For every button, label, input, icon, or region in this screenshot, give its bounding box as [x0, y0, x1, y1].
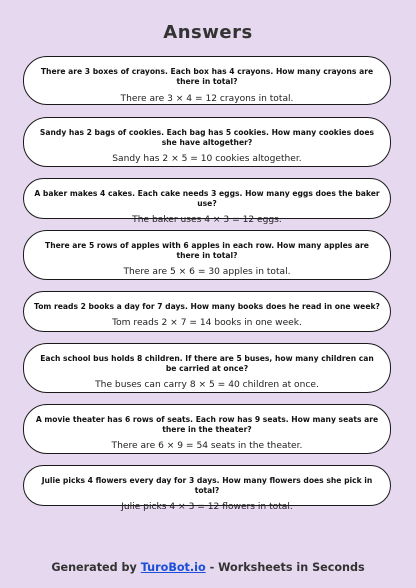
footer	[0, 561, 416, 574]
question-text: Sandy has 2 bags of cookies. Each bag has 5 cookies. How many cookies does she have altogether?	[39, 128, 375, 147]
problem-card	[23, 465, 391, 512]
answer-text: Julie picks 4 × 3 = 12 flowers in total.	[121, 502, 293, 512]
problem-card	[23, 404, 391, 454]
page-title: Answers	[163, 22, 253, 43]
problem-card	[23, 178, 391, 225]
question-text: Each school bus holds 8 children. If there are 5 buses, how many children can be carried at once?	[40, 354, 374, 373]
answer-text: The buses can carry 8 × 5 = 40 children at once.	[95, 380, 319, 390]
question-text: Julie picks 4 flowers every day for 3 days. How many flowers does she pick in total?	[41, 476, 373, 495]
problem-card	[23, 291, 391, 332]
answer-text: There are 6 × 9 = 54 seats in the theater.	[111, 441, 303, 451]
answer-text: Sandy has 2 × 5 = 10 cookies altogether.	[112, 154, 302, 164]
problem-card	[23, 56, 391, 105]
footer-suffix: - Worksheets in Seconds	[209, 561, 365, 574]
footer-prefix: Generated by	[51, 561, 137, 574]
problem-card	[23, 117, 391, 167]
problem-card	[23, 343, 391, 393]
answer-text: The baker uses 4 × 3 = 12 eggs.	[132, 215, 282, 225]
answer-text: There are 3 × 4 = 12 crayons in total.	[120, 94, 294, 104]
problem-card	[23, 230, 391, 280]
question-text: There are 3 boxes of crayons. Each box has 4 crayons. How many crayons are there in total?	[40, 67, 374, 86]
question-text: There are 5 rows of apples with 6 apples in each row. How many apples are there in total?	[45, 241, 369, 260]
answer-text: There are 5 × 6 = 30 apples in total.	[123, 267, 291, 277]
answer-text: Tom reads 2 × 7 = 14 books in one week.	[112, 318, 302, 328]
question-text: A baker makes 4 cakes. Each cake needs 3 eggs. How many eggs does the baker use?	[34, 189, 380, 208]
question-text: A movie theater has 6 rows of seats. Each row has 9 seats. How many seats are there in the theater?	[35, 415, 379, 434]
brand-link[interactable]: TuroBot.io	[140, 561, 206, 574]
question-text: Tom reads 2 books a day for 7 days. How many books does he read in one week?	[34, 302, 380, 311]
